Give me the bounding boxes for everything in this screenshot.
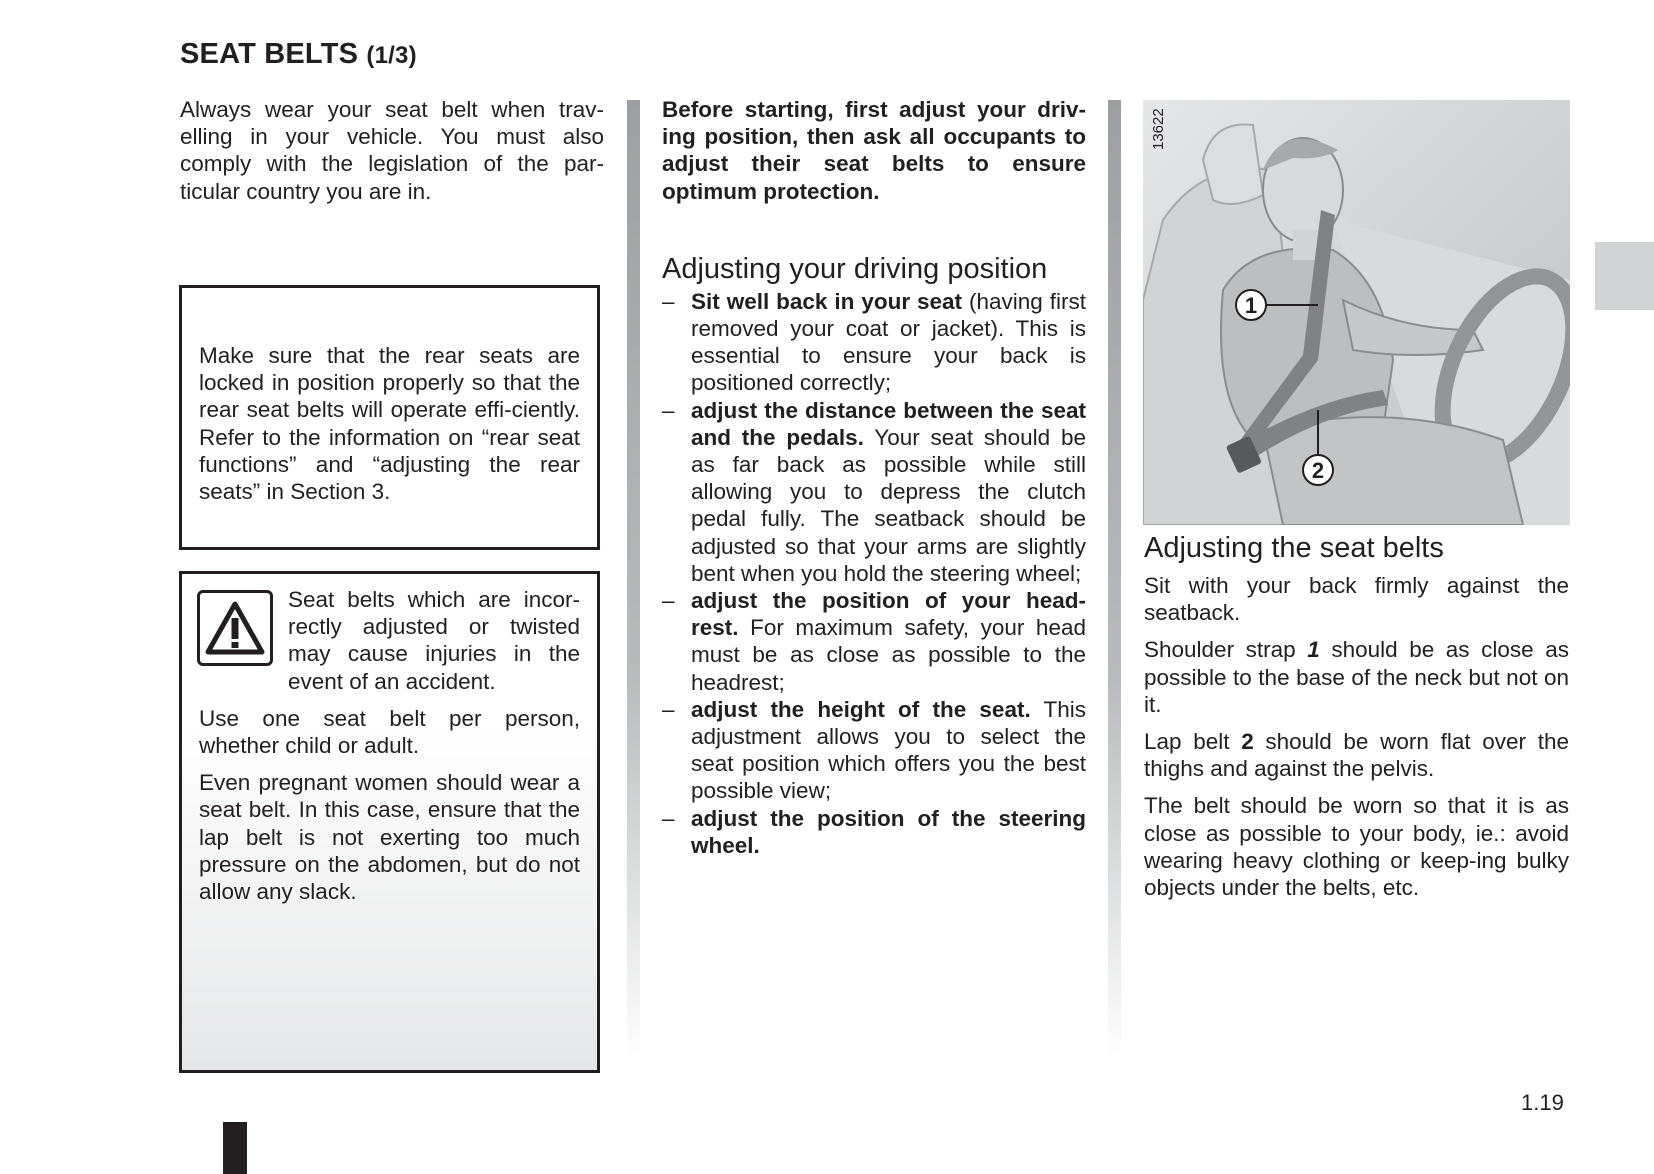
item-bold: Sit well back in your seat bbox=[691, 288, 963, 314]
list-item bbox=[662, 397, 1086, 587]
item-text: Your seat should be as far back as possible while still allowing you to depress the clutch pedal fully. The seatback should be adjusted so that your arms are slightly bent when you hold the steering wheel; bbox=[691, 424, 1086, 586]
callout-2: 2 bbox=[1311, 458, 1325, 483]
shoulder-strap-ref: 1 bbox=[1307, 637, 1320, 663]
dash-marker: – bbox=[662, 397, 675, 423]
item-bold: adjust the position of your head-rest. bbox=[691, 588, 1086, 641]
seat-belts-heading: Adjusting the seat belts bbox=[1144, 532, 1444, 564]
list-item bbox=[662, 288, 1086, 397]
item-bold: adjust the distance between the seat and the pedals. bbox=[691, 397, 1086, 450]
seat-belts-para-2 bbox=[1144, 636, 1569, 718]
warning-box bbox=[179, 571, 600, 1073]
dash-marker: – bbox=[662, 288, 675, 314]
column-3 bbox=[1144, 530, 1569, 901]
item-bold: adjust the position of the steering wheel. bbox=[691, 805, 1086, 858]
dash-marker: – bbox=[662, 588, 675, 614]
para-text: should be worn flat over the thighs and against the pelvis. bbox=[1144, 729, 1569, 782]
warning-lead: Seat belts which are incor-rectly adjusted or twisted may cause injuries in the event of an accident. bbox=[288, 587, 580, 694]
list-item bbox=[662, 587, 1086, 696]
list-item bbox=[662, 805, 1086, 859]
list-item bbox=[662, 696, 1086, 805]
para-text: Lap belt bbox=[1144, 729, 1242, 755]
warning-para-1: Use one seat belt per person, whether child or adult. bbox=[199, 705, 580, 759]
column-separator-2 bbox=[1108, 100, 1121, 1060]
item-bold: adjust the height of the seat. bbox=[691, 696, 1031, 722]
lap-belt-ref: 2 bbox=[1241, 729, 1254, 755]
warning-header bbox=[199, 586, 580, 695]
page-title-part: (1/3) bbox=[366, 42, 417, 69]
section-tab bbox=[1595, 242, 1654, 310]
seat-belts-para-4: The belt should be worn so that it is as close as possible to your body, ie.: avoid wearing heavy clothing or keep-ing bulky objects under the belts, etc. bbox=[1144, 793, 1569, 901]
page-number: 1.19 bbox=[1521, 1090, 1564, 1115]
seat-belts-para-3 bbox=[1144, 728, 1569, 782]
column-2 bbox=[662, 96, 1086, 859]
before-starting-text: Before starting, first adjust your driv-ing position, then ask all occupants to adjust their seat belts to ensure optimum protection. bbox=[662, 97, 1086, 204]
intro-paragraph: Always wear your seat belt when trav-elling in your vehicle. You must also comply with the legislation of the par-ticular country you are in. bbox=[180, 97, 604, 204]
item-text: This adjustment allows you to select the seat position which offers you the best possible view; bbox=[691, 696, 1086, 804]
dash-marker: – bbox=[662, 696, 675, 722]
seat-belt-illustration bbox=[1143, 100, 1570, 525]
driving-position-heading: Adjusting your driving position bbox=[662, 252, 1048, 285]
item-text: For maximum safety, your head must be as close as possible to the headrest; bbox=[691, 615, 1086, 695]
note-box bbox=[179, 285, 600, 550]
para-text: should be as close as possible to the base of the neck but not on it. bbox=[1144, 637, 1569, 717]
callout-1: 1 bbox=[1244, 293, 1258, 318]
page-title bbox=[180, 38, 417, 71]
warning-para-2: Even pregnant women should wear a seat belt. In this case, ensure that the lap belt is not exerting too much pressure on the abdomen, but do not allow any slack. bbox=[199, 770, 580, 905]
column-separator-1 bbox=[627, 100, 640, 1060]
page-marker-bar bbox=[223, 1122, 247, 1174]
driving-position-list bbox=[662, 288, 1086, 859]
figure-reference: 13622 bbox=[1150, 108, 1167, 150]
warning-triangle-icon bbox=[197, 590, 273, 666]
dash-marker: – bbox=[662, 805, 675, 831]
page-title-text: SEAT BELTS bbox=[180, 38, 359, 70]
para-text: Shoulder strap bbox=[1144, 637, 1308, 663]
note-text: Make sure that the rear seats are locked in position properly so that the rear seat belts will operate effi-ciently. Refer to the information on “rear seat functions” and “adjusting the rear seats” in Section 3. bbox=[199, 343, 580, 505]
column-1 bbox=[180, 96, 604, 205]
item-text: (having first removed your coat or jacket). This is essential to ensure your back is positioned correctly; bbox=[691, 288, 1086, 396]
seat-belts-para-1: Sit with your back firmly against the seatback. bbox=[1144, 573, 1569, 626]
